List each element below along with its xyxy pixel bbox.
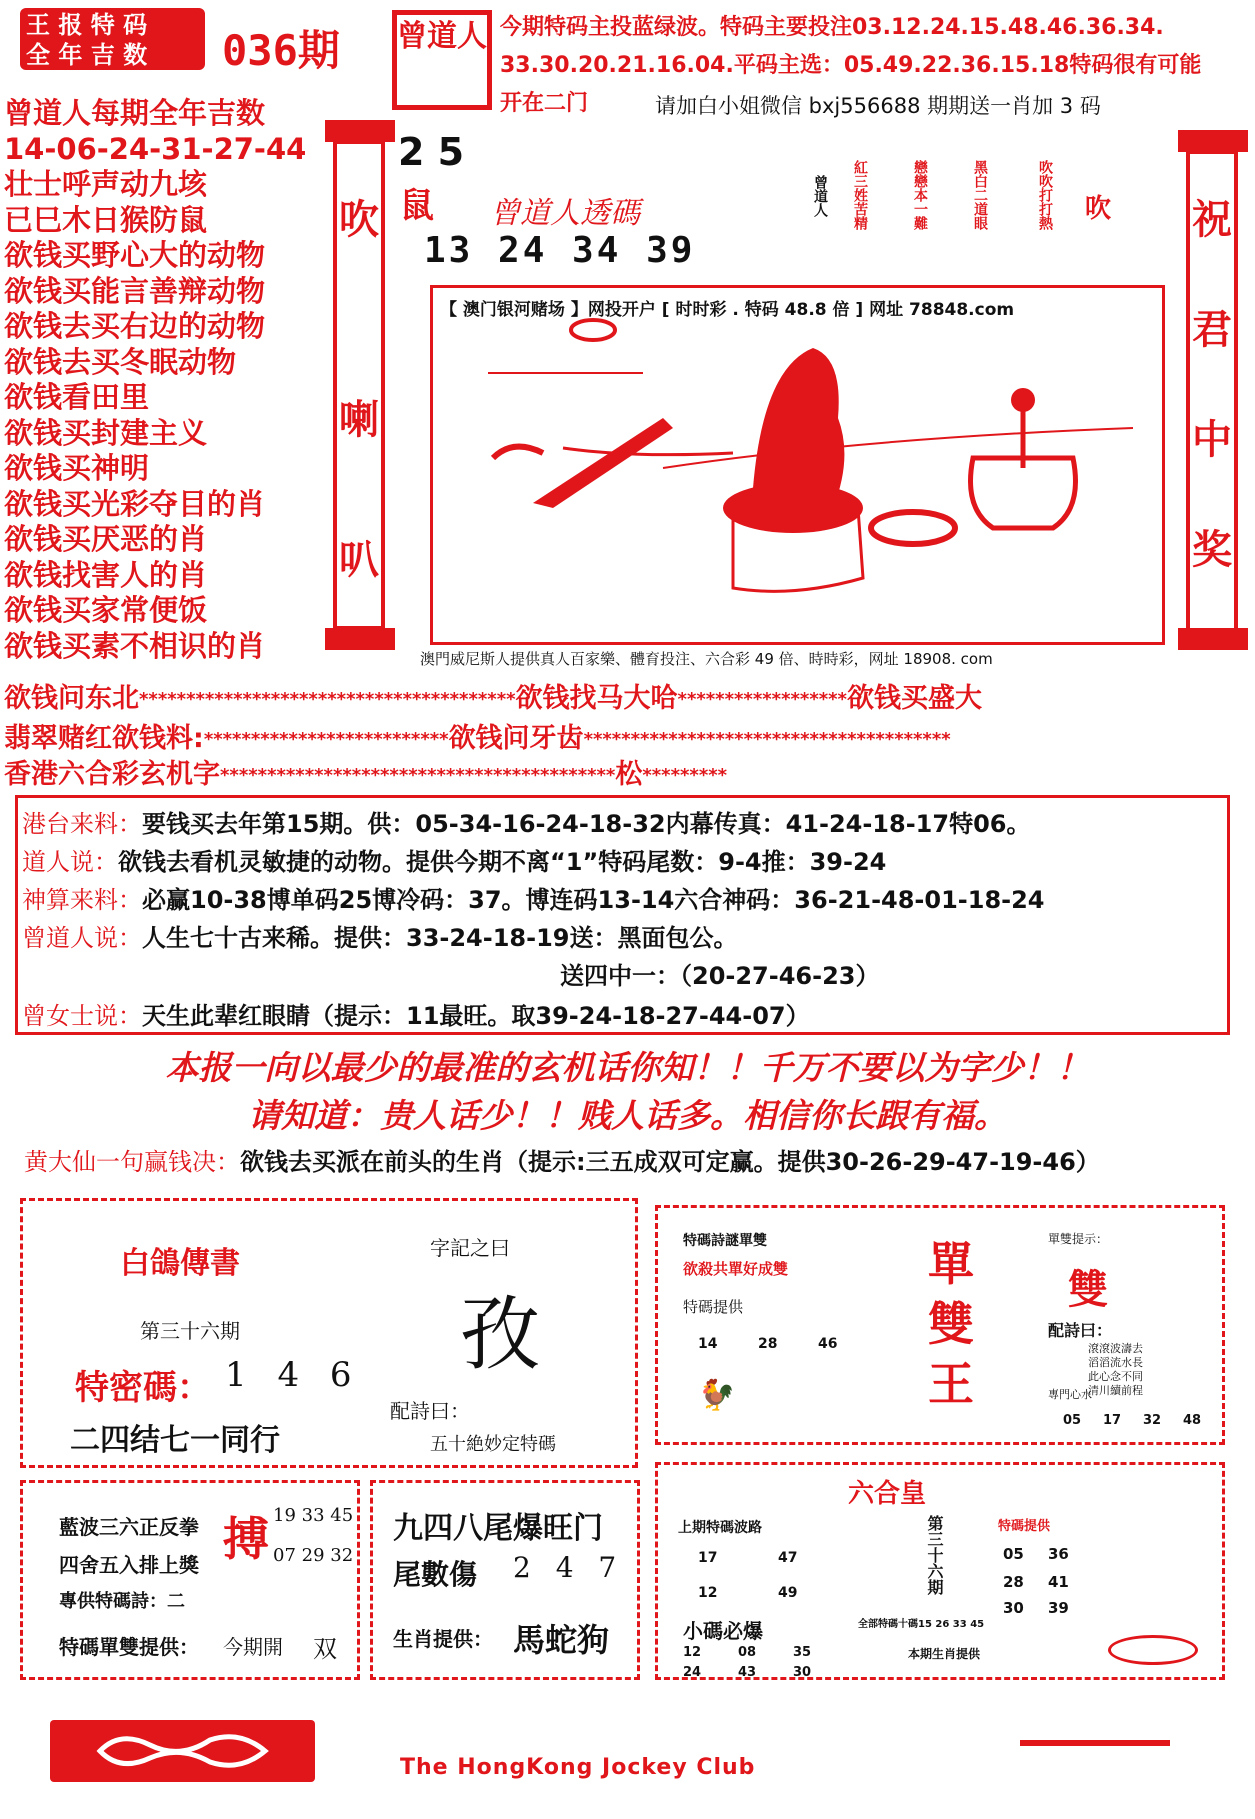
white-pigeon-panel: 白鴿傳書 第三十六期 特密碼： 1 4 6 二四结七一同行 bbox=[70, 1246, 362, 1458]
info-line: 曾道人说：人生七十古来稀。提供：33-24-18-19送：黑面包公。 bbox=[22, 924, 738, 952]
riddle-line: 欲钱买厌恶的肖 bbox=[4, 522, 208, 556]
woman-cooking-illustration bbox=[433, 288, 1162, 642]
riddle-line: 欲钱找害人的肖 bbox=[4, 557, 208, 592]
rooster-icon: 🐓 bbox=[698, 1378, 736, 1413]
six-harmony-panel: 六合皇 上期特碼波路 17 47 12 49 第三十六期 特碼提供 05 36 28 41 30 39 小碼必爆 全部特碼十碼15 26 33 45 12 08 35 24 43 30 本期生肖提供 bbox=[655, 1462, 1225, 1680]
vertical-text: 曾道人 bbox=[812, 175, 828, 217]
vertical-text: 吹吹打打熱 bbox=[1037, 160, 1053, 230]
wechat-note: 请加白小姐微信 bxj556688 期期送一肖加 3 码 bbox=[655, 94, 1101, 118]
jockey-club-logo bbox=[50, 1720, 315, 1782]
riddle-line: 欲钱去买冬眠动物 bbox=[4, 344, 237, 379]
riddle-line: 欲钱买野心大的动物 bbox=[4, 238, 266, 272]
picture-numbers: 13 24 34 39 bbox=[424, 230, 696, 271]
info-line: 道人说：欲钱去看机灵敏捷的动物。提供今期不离“1”特码尾数：9-4推：39-24 bbox=[22, 848, 887, 876]
footer-bar bbox=[1020, 1740, 1170, 1746]
riddle-line-1: 欲钱问东北****************************************欲钱找马大哈******************欲钱买盛大 bbox=[4, 683, 982, 714]
vertical-text: 戀戀本一難 bbox=[912, 160, 928, 230]
picture-frame bbox=[430, 285, 1165, 645]
casino-ad-top: 【 澳门银河赌场 】网投开户 [ 时时彩 . 特码 48.8 倍 ] 网址 78848.com bbox=[440, 300, 1015, 320]
info-line: 曾女士说：天生此辈红眼睛（提示：11最旺。取39-24-18-27-44-07） bbox=[22, 1002, 810, 1030]
info-line: 神算来料：必赢10-38博单码25博冷码：37。博连码13-14六合神码：36-21-48-01-18-24 bbox=[22, 886, 1045, 914]
header-line-1: 今期特码主投蓝绿波。特码主要投注03.12.24.15.48.46.36.34. bbox=[500, 15, 1164, 40]
vertical-text: 黑白二道眼 bbox=[972, 160, 988, 230]
tail-number-panel: 九四八尾爆旺门 尾數傷 2 4 7 生肖提供： 馬蛇狗 bbox=[370, 1480, 640, 1680]
picture-title: 曾道人透碼 bbox=[490, 196, 640, 231]
riddle-line-3: 香港六合彩玄机字******************************************松********* bbox=[4, 759, 728, 790]
riddle-line: 欲钱看田里 bbox=[4, 380, 150, 414]
info-line: 港台来料：要钱买去年第15期。供：05-34-16-24-18-32内幕传真：41-24-18-17特06。 bbox=[22, 810, 1031, 838]
slogan-1: 本报一向以最少的最准的玄机话你知！！千万不要以为字少！！ bbox=[165, 1048, 1090, 1087]
seal-oval-icon bbox=[1108, 1635, 1198, 1665]
picture-rat: 鼠 bbox=[400, 186, 434, 226]
riddle-line: 欲钱买神明 bbox=[4, 451, 150, 485]
wong-tai-sin-line: 黄大仙一句赢钱决：欲钱去买派在前头的生肖（提示:三五成双可定赢。提供30-26-29-47-19-46） bbox=[24, 1148, 1100, 1176]
riddle-line: 欲钱买光彩夺目的肖 bbox=[4, 486, 266, 521]
character-panel: 字記之曰 孜 配詩曰： 五十絶妙定特碼 bbox=[390, 1236, 556, 1455]
vertical-text: 紅三姓苦精 bbox=[852, 160, 868, 230]
seal-stamp: 曾道人 bbox=[392, 10, 492, 110]
riddle-line: 欲钱买封建主义 bbox=[4, 415, 208, 450]
emblem-icon bbox=[50, 1720, 315, 1782]
riddle-line: 欲钱买素不相识的肖 bbox=[4, 628, 266, 663]
riddle-line: 已巳木日猴防鼠 bbox=[4, 202, 208, 237]
single-double-panel: 特碼詩謎單雙 欲殺共單好成雙 特碼提供 14 28 46 🐓 單 雙 王 單雙提示： 雙 配詩曰： 滾滾波濤去 滔滔流水長 此心念不同 清川續前程 專門心水 05 17 32 48 bbox=[655, 1205, 1225, 1445]
riddle-line: 壮士呼声动九垓 bbox=[4, 167, 208, 201]
right-scroll: 祝 君 中 奖 bbox=[1178, 130, 1248, 650]
info-line: 送四中一：（20-27-46-23） bbox=[560, 962, 880, 990]
riddle-line: 欲钱买家常便饭 bbox=[4, 593, 208, 627]
riddle-line: 欲钱买能言善辩动物 bbox=[4, 273, 266, 308]
left-riddle-list bbox=[4, 96, 324, 664]
footer-text: The HongKong Jockey Club bbox=[400, 1755, 756, 1780]
left-scroll: 吹 喇 叭 bbox=[325, 120, 395, 650]
riddle-line: 欲钱去买右边的动物 bbox=[4, 309, 266, 343]
picture-top-nums: 2 5 bbox=[398, 130, 465, 174]
blow-text: 吹 bbox=[1085, 194, 1112, 224]
slogan-2: 请知道：贵人话少！！贱人话多。相信你长跟有福。 bbox=[248, 1096, 1007, 1135]
header-line-2: 33.30.20.21.16.04.平码主选：05.49.22.36.15.18特码很有可能 bbox=[500, 53, 1202, 78]
issue-number: 036期 bbox=[222, 26, 340, 75]
header-line-3: 开在二门 bbox=[500, 91, 589, 116]
riddle-line-2: 翡翠赌红欲钱料:**************************欲钱问牙齿*************************************** bbox=[4, 723, 951, 754]
riddle-line: 曾道人每期全年吉数 bbox=[4, 96, 266, 130]
masthead-logo: 王 报 特 码 全 年 吉 数 bbox=[20, 8, 205, 70]
blue-wave-panel: 藍波三六正反拳 四舍五入排上獎 專供特碼詩：二 特碼單雙提供： 今期開 双 搏 19 33 45 07 29 32 bbox=[20, 1480, 360, 1680]
riddle-line: 14-06-24-31-27-44 bbox=[4, 131, 307, 166]
casino-ad-bottom: 澳門威尼斯人提供真人百家樂、體育投注、六合彩 49 倍、時時彩，网址 18908. com bbox=[420, 650, 993, 668]
